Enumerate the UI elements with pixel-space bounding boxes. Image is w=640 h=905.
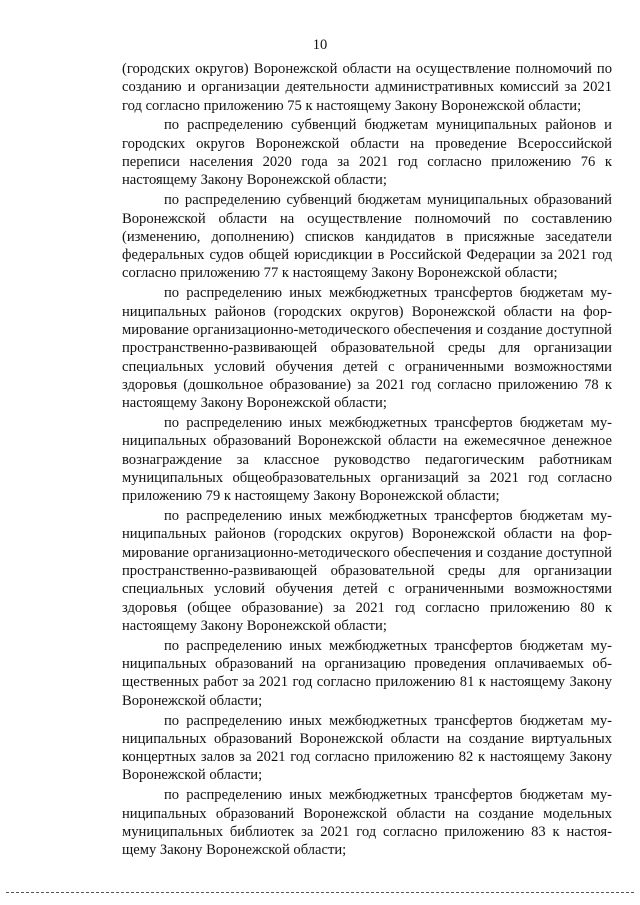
paragraph-6: по распределению иных межбюджетных трансфертов бюджетам муниципальных районов (городских округов) Воронежской области на формирование организационно-методического обеспечения и создание доступной пространственно-развивающей образовательной среды для организации специальных условий обучения детей с ограниченными возможностями здоровья (общее образование) за 2021 год согласно приложению 80 к настоящему Закону Воронежской области; (122, 508, 612, 634)
paragraph-5: по распределению иных межбюджетных трансфертов бюджетам муниципальных образований Воронежской области на ежемесячное денежное вознаграждение за классное руководство педагогическим работникам муниципальных общеобразовательных организаций за 2021 год согласно приложению 79 к настоящему Закону Воронежской области; (122, 415, 612, 505)
document-body (122, 60, 612, 860)
paragraph-9: по распределению иных межбюджетных трансфертов бюджетам муниципальных образований Воронежской области на создание модельных муниципальных библиотек за 2021 год согласно приложению 83 к настоящему Закону Воронежской области; (122, 787, 612, 859)
page-number: 10 (312, 37, 328, 53)
paragraph-2: по распределению субвенций бюджетам муниципальных районов и городских округов Воронежской области на проведение Всероссийской переписи населения 2020 года за 2021 год согласно приложению 76 к настоящему Закону Воронежской области; (122, 117, 612, 189)
scan-bottom-edge (6, 892, 634, 893)
paragraph-4: по распределению иных межбюджетных трансфертов бюджетам муниципальных районов (городских округов) Воронежской области на формирование организационно-методического обеспечения и создание доступной пространственно-развивающей образовательной среды для организации специальных условий обучения детей с ограниченными возможностями здоровья (дошкольное образование) за 2021 год согласно приложению 78 к настоящему Закону Воронежской области; (122, 285, 612, 412)
paragraph-8: по распределению иных межбюджетных трансфертов бюджетам муниципальных образований Воронежской области на создание виртуальных концертных залов за 2021 год согласно приложению 82 к настоящему Закону Воронежской области; (122, 712, 612, 784)
paragraph-7: по распределению иных межбюджетных трансфертов бюджетам муниципальных образований на организацию проведения оплачиваемых общественных работ за 2021 год согласно приложению 81 к настоящему Закону Воронежской области; (122, 637, 612, 709)
paragraph-3: по распределению субвенций бюджетам муниципальных образований Воронежской области на осуществление полномочий по составлению (изменению, дополнению) списков кандидатов в присяжные заседатели федеральных судов общей юрисдикции в Российской Федерации за 2021 год согласно приложению 77 к настоящему Закону Воронежской области; (122, 192, 612, 282)
paragraph-1: (городских округов) Воронежской области на осуществление полномочий по созданию и организации деятельности административных комиссий за 2021 год согласно приложению 75 к настоящему Закону Воронежской области; (122, 61, 612, 114)
